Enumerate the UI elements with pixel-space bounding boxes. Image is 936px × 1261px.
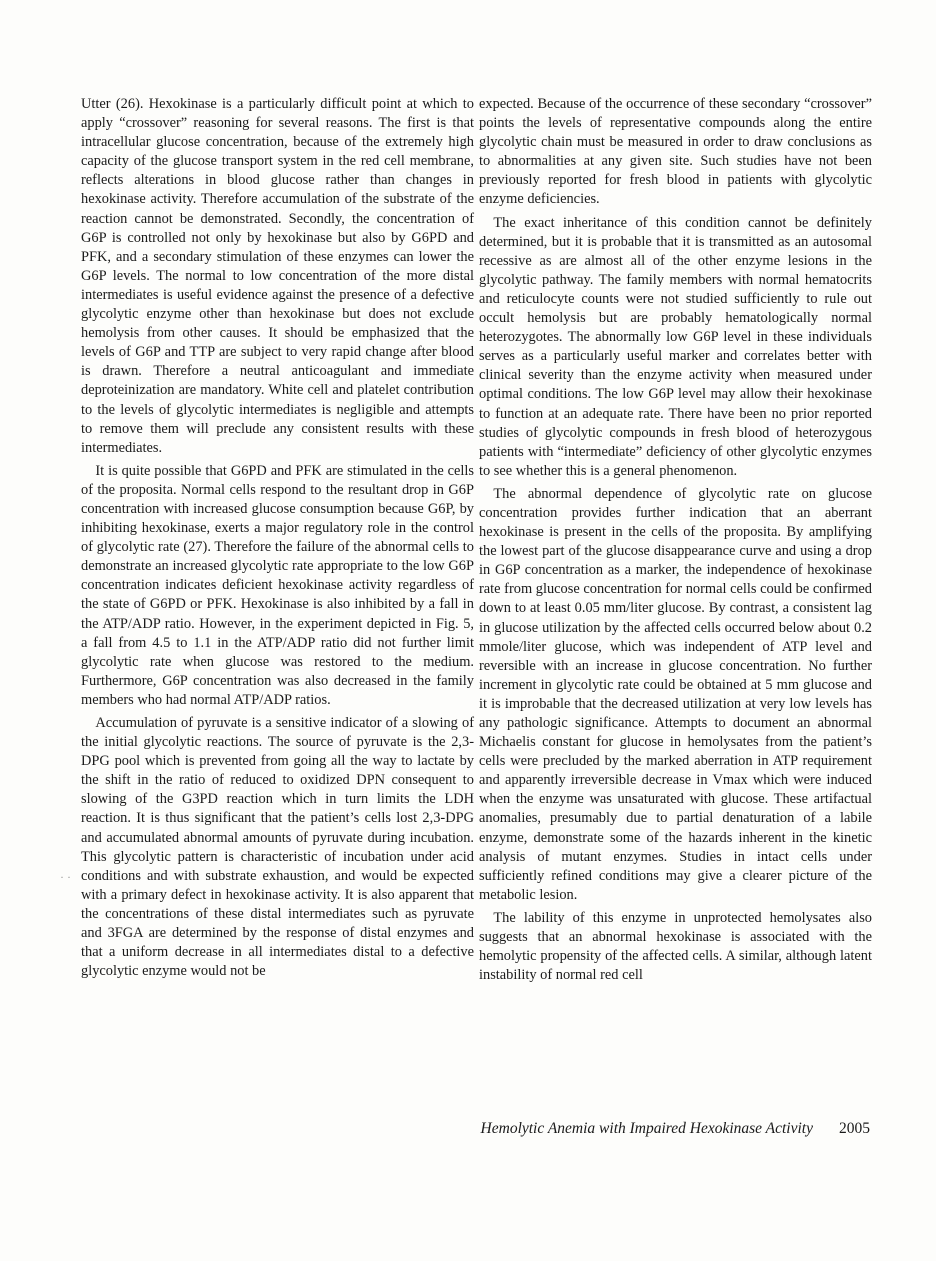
running-title: Hemolytic Anemia with Impaired Hexokinase Activity	[480, 1120, 813, 1137]
paragraph: The abnormal dependence of glycolytic rate on glucose concentration provides further indication that an aberrant hexokinase is present in the cells of the proposita. By amplifying the lowest part of the glucose disappearance curve and using a drop in G6P concentration as a marker, the independence of hexokinase rate from glucose concentration for normal cells could be confirmed down to at least 0.05 mm/liter glucose. By contrast, a consistent lag in glucose utilization by the affected cells occurred below about 0.2 mmole/liter glucose, which was independent of ATP level and reversible with an increase in glucose concentration. No further increment in glycolytic rate could be obtained at 5 mm glucose and it is improbable that the decreased utilization at very low levels has any pathologic significance. Attempts to document an abnormal Michaelis constant for glucose in hemolysates from the patient’s cells were precluded by the marked aberration in ATP requirement and apparently irreversible decrease in Vmax which were induced when the enzyme was unsaturated with glucose. These artifactual anomalies, presumably due to partial denaturation of a labile enzyme, demonstrate some of the hazards inherent in the kinetic analysis of mutant enzymes. Studies in intact cells under sufficiently refined conditions may give a clearer picture of the metabolic lesion.	[479, 485, 872, 903]
paragraph: The lability of this enzyme in unprotected hemolysates also suggests that an abnormal hexokinase is associated with the hemolytic propensity of the affected cells. A similar, although latent instability of normal red cell	[479, 909, 872, 984]
page-footer	[400, 1120, 870, 1138]
right-column	[479, 95, 872, 989]
paragraph: Accumulation of pyruvate is a sensitive indicator of a slowing of the initial glycolytic reactions. The source of pyruvate is the 2,3-DPG pool which is prevented from going all the way to lactate by the shift in the ratio of reduced to oxidized DPN consequent to slowing of the G3PD reaction which in turn limits the LDH reaction. It is thus significant that the patient’s cells lost 2,3-DPG and accumulated abnormal amounts of pyruvate during incubation. This glycolytic pattern is characteristic of incubation under acid conditions and with substrate exhaustion, and would be expected with a primary defect in hexokinase activity. It is also apparent that the concentrations of these distal intermediates such as pyruvate and 3FGA are determined by the response of distal enzymes and that a uniform decrease in all intermediates distal to a defective glycolytic enzyme would not be	[81, 715, 474, 980]
paragraph: Utter (26). Hexokinase is a particularly difficult point at which to apply “crossover” reasoning for several reasons. The first is that intracellular glucose concentration, because of the extremely high capacity of the glucose transport system in the red cell membrane, reflects alterations in blood glucose rather than changes in hexokinase activity. Therefore accumulation of the substrate of the reaction cannot be demonstrated. Secondly, the concentration of G6P is controlled not only by hexokinase but also by G6PD and PFK, and a secondary stimulation of these enzymes can lower the G6P levels. The normal to low concentration of the more distal intermediates is useful evidence against the presence of a defective glycolytic enzyme other than hexokinase but does not exclude hemolysis from other causes. It should be emphasized that the levels of G6P and TTP are subject to very rapid change after blood is drawn. Therefore a neutral anticoagulant and immediate deproteinization are mandatory. White cell and platelet contribution to the levels of glycolytic intermediates is negligible and attempts to remove them will preclude any consistent results with these intermediates.	[81, 96, 474, 456]
paragraph: The exact inheritance of this condition cannot be definitely determined, but it is probable that it is transmitted as an autosomal recessive as are almost all of the other enzyme lesions in the glycolytic pathway. The family members with normal hematocrits and reticulocyte counts were not studied sufficiently to rule out occult hemolysis but are probably hematologically normal heterozygotes. The abnormally low G6P level in these individuals serves as a particularly useful marker and correlates better with clinical severity than the enzyme activity when measured under optimal conditions. The low G6P level may allow their hexokinase to function at an adequate rate. There have been no prior reported studies of glycolytic compounds in fresh blood of heterozygous patients with “intermediate” deficiency of other glycolytic enzymes to see whether this is a general phenomenon.	[479, 214, 872, 479]
left-column	[81, 95, 474, 985]
paragraph: It is quite possible that G6PD and PFK are stimulated in the cells of the proposita. Normal cells respond to the resultant drop in G6P concentration with increased glucose consumption because G6P, by inhibiting hexokinase, exerts a major regulatory role in the control of glycolytic rate (27). Therefore the failure of the abnormal cells to demonstrate an increased glycolytic rate appropriate to the low G6P concentration indicates deficient hexokinase activity regardless of the state of G6PD or PFK. Hexokinase is also inhibited by a fall in the ATP/ADP ratio. However, in the experiment depicted in Fig. 5, a fall from 4.5 to 1.1 in the ATP/ADP ratio did not further limit glycolytic rate when glucose was restored to the medium. Furthermore, G6P concentration was also decreased in the family members who had normal ATP/ADP ratios.	[81, 462, 474, 708]
page-number: 2005	[839, 1120, 870, 1137]
paragraph: expected. Because of the occurrence of these secondary “crossover” points the levels of representative compounds along the entire glycolytic chain must be measured in order to draw conclusions as to abnormalities at any given site. Such studies have not been previously reported for fresh blood in patients with glycolytic enzyme deficiencies.	[479, 96, 872, 208]
margin-scan-mark: · ·	[60, 870, 71, 884]
